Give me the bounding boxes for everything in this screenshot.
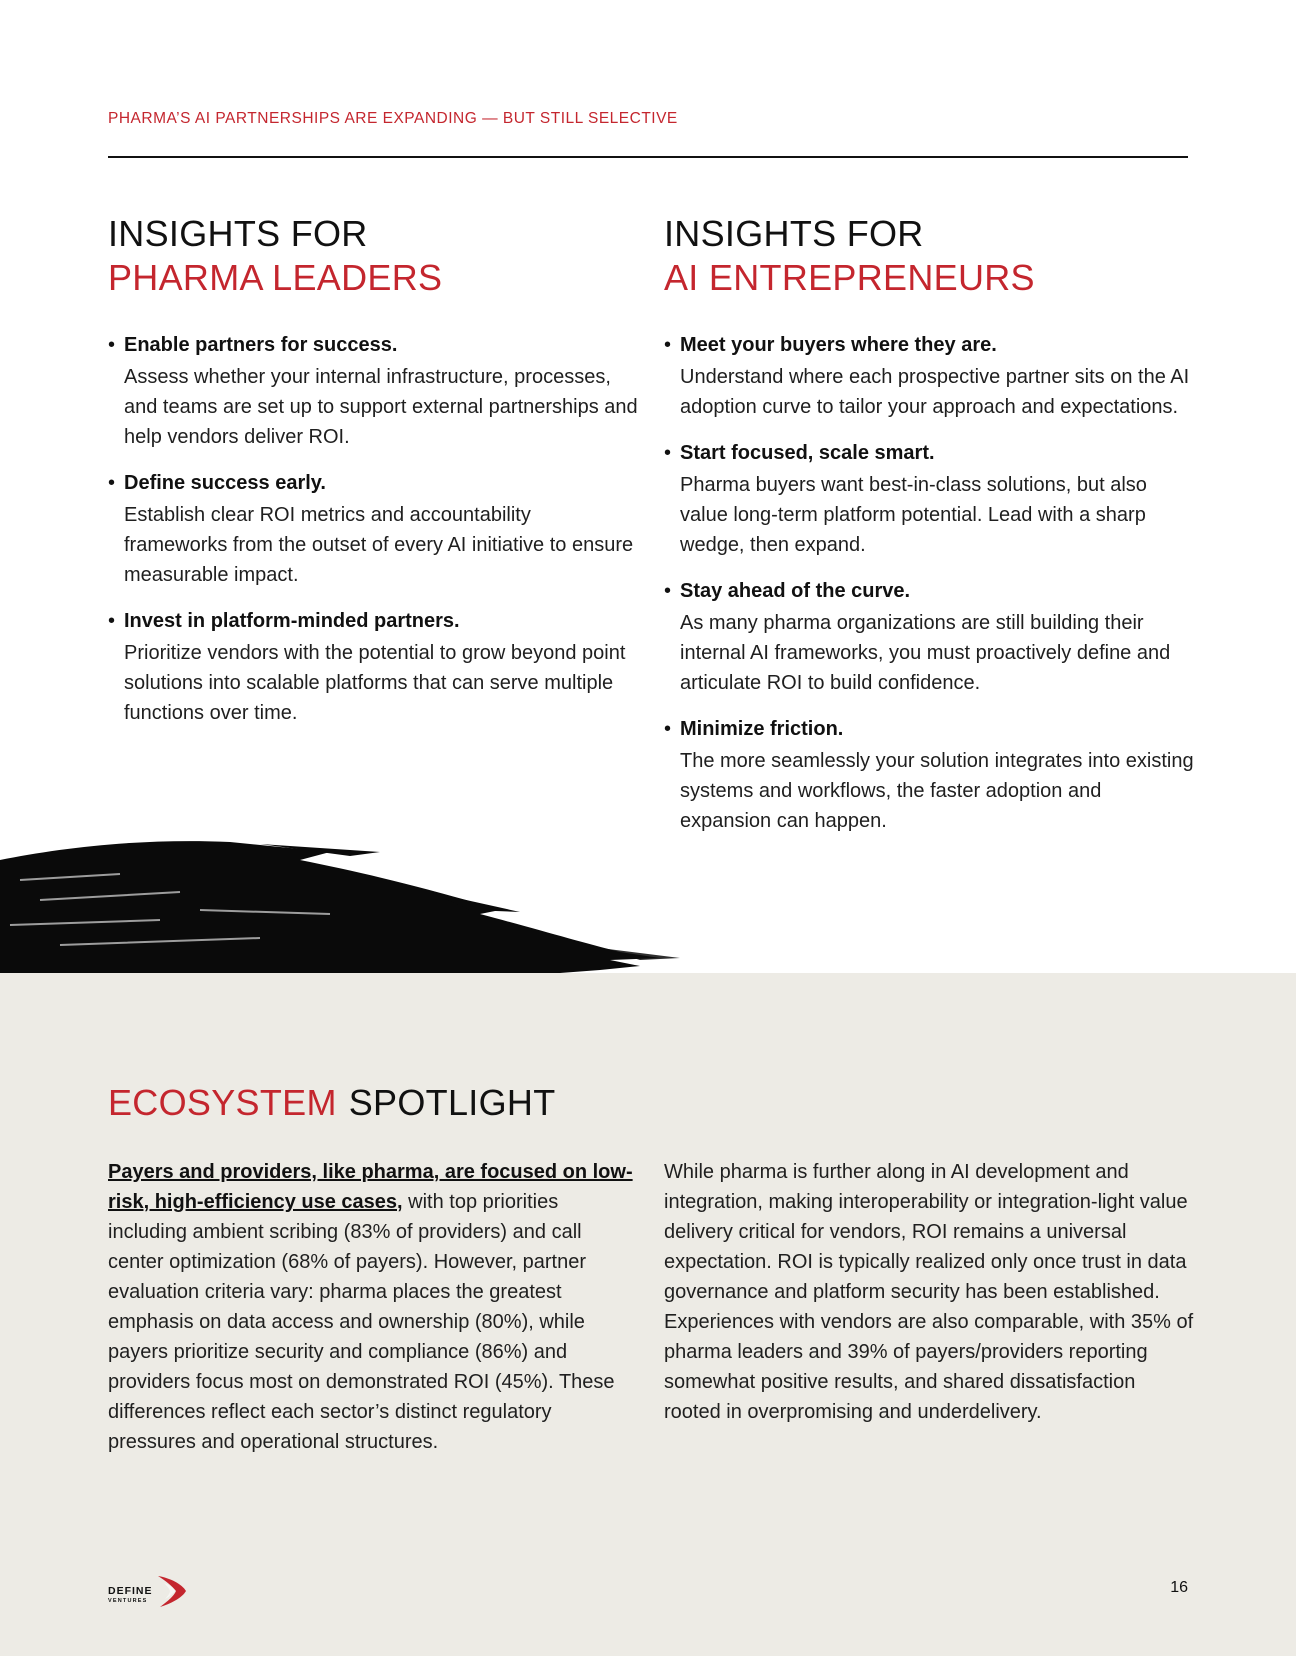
spotlight-lead-sentence: Payers and providers, like pharma, are focused on low-risk, high-efficiency use cases, (108, 1161, 633, 1213)
item-title: Meet your buyers where they are. (680, 334, 997, 356)
logo-word-ventures: VENTURES (108, 1598, 148, 1604)
item-text: Prioritize vendors with the potential to grow beyond point solutions into scalable platforms that can serve multiple functions over time. (124, 642, 626, 724)
list-item (664, 714, 1194, 836)
spotlight-right-paragraph: While pharma is further along in AI development and integration, making interoperability or integration-light value delivery critical for vendors, ROI remains a universal expectation. ROI is typically realized only once trust in data governance and platform security has been established. Experiences with vendors are also comparable, with 35% of pharma leaders and 39% of payers/providers reporting somewhat positive results, and shared dissatisfaction rooted in overpromising and underdelivery. (664, 1161, 1194, 1423)
item-text: Pharma buyers want best-in-class solutions, but also value long-term platform potential. Lead with a sharp wedge, then expand. (680, 474, 1147, 556)
bullet-icon: • (108, 610, 116, 632)
list-item (108, 606, 638, 728)
spotlight-title-word-2: SPOTLIGHT (348, 1082, 556, 1123)
ai-entrepreneurs-column (664, 212, 1194, 852)
item-title: Stay ahead of the curve. (680, 580, 911, 602)
list-item (664, 576, 1194, 698)
bullet-icon: • (664, 580, 672, 602)
logo-word-define: DEFINE (108, 1585, 153, 1597)
pharma-leaders-column (108, 212, 638, 744)
item-title: Enable partners for success. (124, 334, 398, 356)
pharma-leaders-heading (108, 212, 638, 300)
spotlight-title (108, 1081, 555, 1125)
header-rule (108, 156, 1188, 158)
spotlight-left-body: with top priorities including ambient scribing (83% of providers) and call center optimization (68% of payers). However, partner evaluation criteria vary: pharma places the greatest emphasis on data access and ownership (80%), while payers prioritize security and compliance (86%) and providers focus most on demonstrated ROI (45%). These differences reflect each sector’s distinct regulatory pressures and operational structures. (108, 1191, 615, 1453)
define-ventures-logo (108, 1573, 188, 1609)
heading-line-1: INSIGHTS FOR (108, 213, 368, 254)
list-item (108, 330, 638, 452)
list-item (664, 438, 1194, 560)
ai-entrepreneurs-heading (664, 212, 1194, 300)
ecosystem-spotlight-section (0, 973, 1296, 1656)
pharma-leaders-list (108, 330, 638, 728)
item-text: As many pharma organizations are still building their internal AI frameworks, you must proactively define and articulate ROI to build confidence. (680, 612, 1171, 694)
bullet-icon: • (664, 334, 672, 356)
heading-line-2: PHARMA LEADERS (108, 257, 443, 298)
bullet-icon: • (108, 472, 116, 494)
item-title: Minimize friction. (680, 718, 844, 740)
heading-line-1: INSIGHTS FOR (664, 213, 924, 254)
item-text: Understand where each prospective partner sits on the AI adoption curve to tailor your approach and expectations. (680, 366, 1190, 418)
item-text: Establish clear ROI metrics and accountability frameworks from the outset of every AI initiative to ensure measurable impact. (124, 504, 634, 586)
bullet-icon: • (664, 442, 672, 464)
list-item (108, 468, 638, 590)
item-title: Define success early. (124, 472, 326, 494)
spotlight-left-paragraph (108, 1157, 638, 1457)
ai-entrepreneurs-list (664, 330, 1194, 836)
brush-stroke-decoration (0, 830, 680, 975)
bullet-icon: • (108, 334, 116, 356)
item-text: Assess whether your internal infrastructure, processes, and teams are set up to support external partnerships and help vendors deliver ROI. (124, 366, 638, 448)
running-header: PHARMA’S AI PARTNERSHIPS ARE EXPANDING — BUT STILL SELECTIVE (108, 110, 678, 127)
page-number: 16 (1170, 1579, 1188, 1596)
item-text: The more seamlessly your solution integrates into existing systems and workflows, the faster adoption and expansion can happen. (680, 750, 1194, 832)
item-title: Invest in platform-minded partners. (124, 610, 460, 632)
list-item (664, 330, 1194, 422)
bullet-icon: • (664, 718, 672, 740)
heading-line-2: AI ENTREPRENEURS (664, 257, 1035, 298)
logo-mark-icon (156, 1574, 188, 1608)
item-title: Start focused, scale smart. (680, 442, 935, 464)
spotlight-title-word-1: ECOSYSTEM (108, 1082, 337, 1123)
